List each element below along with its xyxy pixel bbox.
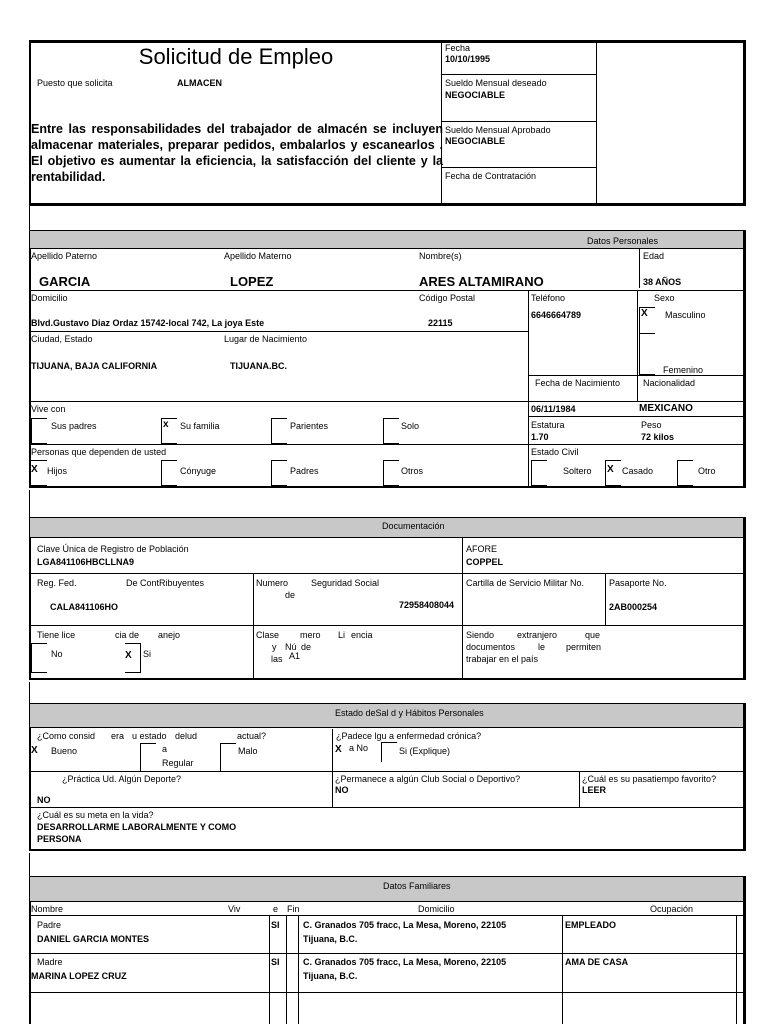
female-label: Femenino [663,365,704,375]
dep-others-checkbox[interactable] [383,460,399,486]
desired-salary-value: NEGOCIABLE [445,90,506,100]
dep-parents-label: Padres [290,466,319,476]
approved-salary-label: Sueldo Mensual Aprobado [445,125,551,135]
address-value: Blvd.Gustavo Diaz Ordaz 15742-local 742, La joya Este [31,318,265,328]
maternal-value: LOPEZ [230,274,274,289]
dep-others-label: Otros [401,466,424,476]
license-no-label: No [51,649,63,659]
health-q-part4: delud [175,731,198,741]
hobby-question: ¿Cuál es su pasatiempo favorito? [582,774,717,784]
page-title: Solicitud de Empleo [138,44,334,69]
sport-value: NO [37,795,51,805]
sex-label: Sexo [654,293,675,303]
weight-label: Peso [641,420,662,430]
curp-value: LGA841106HBCLLNA9 [37,557,135,567]
license-class-line2b: Nú [285,642,297,652]
nationality-label: Nacionalidad [643,378,696,388]
foreign-line-2b: le [538,642,546,652]
afore-value: COPPEL [466,557,504,567]
club-question: ¿Permanece a algún Club Social o Deportivo? [335,774,521,784]
curp-label: Clave Única de Registro de Población [37,544,189,554]
dep-parents-checkbox[interactable] [271,460,287,486]
family-row-mother-name: MARINA LOPEZ CRUZ [31,971,127,981]
license-yes-mark: X [125,650,132,661]
family-row-father-job: EMPLEADO [565,920,617,930]
height-value: 1.70 [531,432,549,442]
license-class-line2: y [272,642,277,652]
license-class-line2c: de [301,642,312,652]
family-col-dead: Fin [287,904,300,914]
license-class-label-3: Li [338,630,346,640]
family-row-father-name: DANIEL GARCIA MONTES [37,934,150,944]
paternal-value: GARCIA [39,274,91,289]
passport-value: 2AB000254 [609,602,658,612]
health-q-part3: u estado [132,731,167,741]
foreign-line-1b: extranjero [517,630,558,640]
family-row-father-role: Padre [37,920,62,930]
phone-value: 6646664789 [531,310,582,320]
postal-label: Código Postal [419,293,476,303]
foreign-line-1a: Siendo [466,630,495,640]
age-value: 38 AÑOS [643,277,682,287]
lives-family-mark: x [163,419,169,430]
nss-label-3: de [285,590,296,600]
family-row-mother-role: Madre [37,957,63,967]
foreign-line-1c: que [585,630,601,640]
family-row-mother-address-1: C. Granados 705 fracc, La Mesa, Moreno, 22105 [303,957,507,967]
health-bad-label: Malo [238,746,258,756]
position-label: Puesto que solicita [37,78,113,88]
city-value: TIJUANA, BAJA CALIFORNIA [31,361,158,371]
dep-spouse-checkbox[interactable] [161,460,177,486]
dep-children-label: Hijos [47,466,68,476]
dependents-label: Personas que dependen de usted [31,447,167,457]
civil-other-label: Otro [698,466,716,476]
postal-value: 22115 [428,318,453,328]
family-section-title: Datos Familiares [383,881,451,891]
family-col-name: Nombre [31,904,64,914]
health-bad-checkbox[interactable] [220,743,236,771]
family-row-father-address-1: C. Granados 705 fracc, La Mesa, Moreno, 22105 [303,920,507,930]
license-class-value: A1 [289,651,301,661]
license-class-line3: las [271,654,283,664]
nss-label-2: Seguridad Social [311,578,380,588]
license-yes-label: Si [143,649,152,659]
chronic-yes-checkbox[interactable] [381,742,397,762]
chronic-no-mark: X [335,744,342,755]
city-label: Ciudad, Estado [31,334,93,344]
family-row-father-address-2: Tijuana, B.C. [303,934,358,944]
civil-label: Estado Civil [531,447,579,457]
goal-value-line1: DESARROLLARME LABORALMENTE Y COMO [37,822,237,832]
chronic-no-label: a No [349,743,369,753]
family-col-job: Ocupación [650,904,694,914]
lives-family-label: Su familia [180,421,220,431]
chronic-yes-label: Si (Explique) [399,746,451,756]
date-label: Fecha [445,43,471,53]
foreign-line-2c: permiten [566,642,602,652]
civil-other-checkbox[interactable] [677,460,693,486]
hobby-value: LEER [582,785,607,795]
health-regular-a: a [162,744,168,754]
dep-children-mark: X [31,464,38,475]
lives-alone-label: Solo [401,421,420,431]
dep-spouse-label: Cónyuge [180,466,217,476]
birthplace-label: Lugar de Nacimiento [224,334,308,344]
license-label-2: cia de [115,630,140,640]
health-q-part5: actual? [237,731,267,741]
age-label: Edad [643,251,665,261]
approved-salary-value: NEGOCIABLE [445,136,506,146]
rfc-value: CALA841106HO [50,602,119,612]
health-regular-checkbox[interactable] [140,743,156,771]
birthdate-value: 06/11/1984 [531,404,576,414]
foreign-line-2a: documentos [466,642,516,652]
address-label: Domicilio [31,293,68,303]
goal-value-line2: PERSONA [37,834,82,844]
family-row-mother-alive: SI [271,957,280,967]
passport-label: Pasaporte No. [609,578,667,588]
health-q-part1: ¿Como consid [37,731,96,741]
civil-single-label: Soltero [563,466,592,476]
rfc-label-2: De ContRibuyentes [126,578,205,588]
hire-date-label: Fecha de Contratación [445,171,537,181]
birthplace-value: TIJUANA.BC. [230,361,288,371]
position-value: ALMACEN [177,78,222,88]
names-value: ARES ALTAMIRANO [419,274,544,289]
personal-section-title: Datos Personales [587,236,659,246]
civil-single-checkbox[interactable] [531,460,547,486]
family-row-mother-job: AMA DE CASA [565,957,629,967]
civil-married-mark: X [607,464,614,475]
rfc-label: Reg. Fed. [37,578,77,588]
health-section-title: Estado deSal d y Hábitos Personales [335,708,484,718]
lives-alone-checkbox[interactable] [383,418,399,444]
nationality-value: MEXICANO [639,403,693,414]
civil-married-label: Casado [622,466,654,476]
health-regular-label: Regular [162,758,194,768]
male-label: Masculino [665,310,706,320]
paternal-label: Apellido Paterno [31,251,98,261]
lives-parents-label: Sus padres [51,421,97,431]
weight-value: 72 kilos [641,432,675,442]
health-q-part2: era [111,731,125,741]
health-good-mark: X [31,745,38,756]
names-label: Nombre(s) [419,251,462,261]
desired-salary-label: Sueldo Mensual deseado [445,78,547,88]
job-description: Entre las responsabilidades del trabajador de almacén se incluyen almacenar materiales, preparar pedidos, embalarlos y escanearlos . El objetivo es aumentar la eficiencia, la satisfacción del cliente y la rentabilidad. [31,122,443,184]
nss-label: Numero [256,578,289,588]
family-row-father-alive: SI [271,920,280,930]
birthdate-label: Fecha de Nacimiento [535,378,621,388]
license-class-label: Clase [256,630,280,640]
license-label-3: anejo [158,630,181,640]
health-good-label: Bueno [51,746,78,756]
date-value: 10/10/1995 [445,54,491,64]
docs-section-title: Documentación [382,521,445,531]
license-label: Tiene lice [37,630,76,640]
sport-question: ¿Práctica Ud. Algún Deporte? [62,774,182,784]
family-row-mother-address-2: Tijuana, B.C. [303,971,358,981]
family-col-alive-2: e [273,904,279,914]
lives-with-label: Vive con [31,404,66,414]
chronic-question: ¿Padece lgu a enfermedad crónica? [336,731,482,741]
height-label: Estatura [531,420,565,430]
maternal-label: Apellido Materno [224,251,292,261]
lives-relatives-checkbox[interactable] [271,418,287,444]
military-label: Cartilla de Servicio Militar No. [466,578,585,588]
afore-label: AFORE [466,544,498,554]
family-col-address: Domicilio [418,904,455,914]
club-value: NO [335,785,349,795]
license-no-checkbox[interactable] [31,643,47,673]
license-class-label-2: mero [300,630,321,640]
lives-relatives-label: Parientes [290,421,329,431]
goal-question: ¿Cuál es su meta en la vida? [37,810,154,820]
nss-value: 72958408044 [399,600,455,610]
female-checkbox[interactable] [639,334,655,375]
foreign-line-3: trabajar en el país [466,654,539,664]
license-class-label-4: encia [351,630,373,640]
lives-parents-checkbox[interactable] [31,418,47,444]
phone-label: Teléfono [531,293,566,303]
male-mark: X [641,308,648,319]
family-col-alive: Viv [228,904,241,914]
